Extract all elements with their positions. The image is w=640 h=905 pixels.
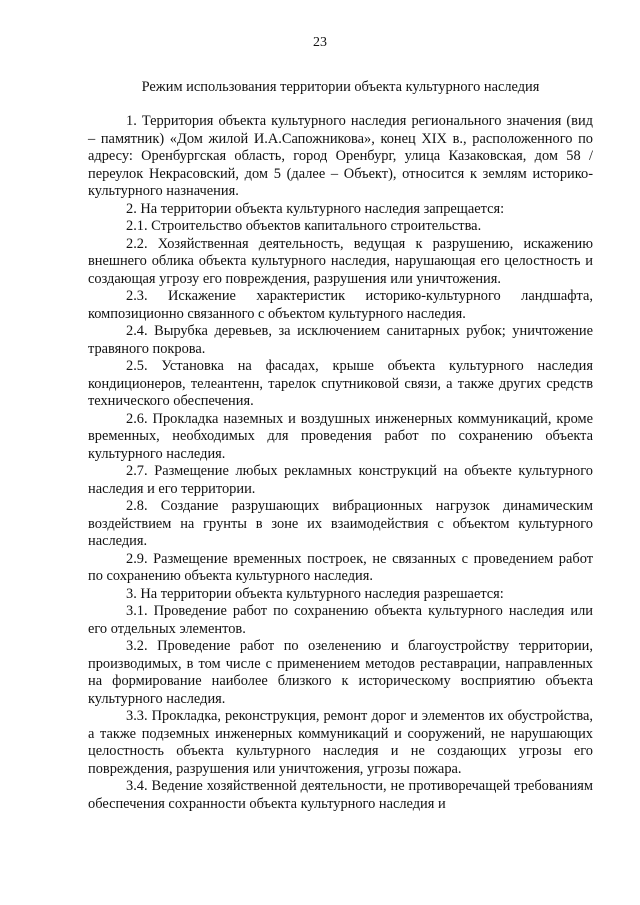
- paragraph-3-1: 3.1. Проведение работ по сохранению объекта культурного наследия или его отдельных элементов.: [88, 603, 593, 637]
- paragraph-2-4: 2.4. Вырубка деревьев, за исключением санитарных рубок; уничтожение травяного покрова.: [88, 323, 593, 357]
- paragraph-2-1: 2.1. Строительство объектов капитального строительства.: [126, 218, 482, 234]
- paragraph-2-6: 2.6. Прокладка наземных и воздушных инженерных коммуникаций, кроме временных, необходимых для проведения работ по сохранению объекта культурного наследия.: [88, 410, 593, 462]
- paragraph-1: 1. Территория объекта культурного наследия регионального значения (вид – памятник) «Дом жилой И.А.Сапожникова», конец XIX в., расположенного по адресу: Оренбургская область, город Оренбург, улица Казаковская, дом 58 / переулок Некрасовский, дом 5 (далее – Объект), относится к землям историко-культурного назначения.: [88, 113, 593, 199]
- paragraph-3-4: 3.4. Ведение хозяйственной деятельности, не противоречащей требованиям обеспечения сохранности объекта культурного наследия и: [88, 778, 593, 812]
- paragraph-3-3: 3.3. Прокладка, реконструкция, ремонт дорог и элементов их обустройства, а также подземных инженерных коммуникаций и сооружений, не нарушающих целостность объекта культурного наследия и не создающих угрозы его повреждения, разрушения или уничтожения, угрозы пожара.: [88, 708, 593, 777]
- document-title: Режим использования территории объекта культурного наследия: [141, 79, 540, 95]
- paragraph-3-2: 3.2. Проведение работ по озеленению и благоустройству территории, производимых, в том числе с применением методов реставрации, направленных на формирование наиболее близкого к историческому восприятию объекта культурного наследия.: [88, 638, 593, 707]
- paragraph-2-7: 2.7. Размещение любых рекламных конструкций на объекте культурного наследия и его территории.: [88, 463, 593, 497]
- paragraph-2-2: 2.2. Хозяйственная деятельность, ведущая к разрушению, искажению внешнего облика объекта культурного наследия, нарушающая его целостность и создающая угрозу его повреждения, разрушения или уничтожения.: [88, 235, 593, 287]
- paragraph-2-9: 2.9. Размещение временных построек, не связанных с проведением работ по сохранению объекта культурного наследия.: [88, 550, 593, 584]
- paragraph-2-3: 2.3. Искажение характеристик историко-культурного ландшафта, композиционно связанного с объектом культурного наследия.: [88, 288, 593, 322]
- paragraph-2: 2. На территории объекта культурного наследия запрещается:: [126, 200, 505, 217]
- document-body: [88, 113, 593, 813]
- paragraph-2-5: 2.5. Установка на фасадах, крыше объекта культурного наследия кондиционеров, телеантенн, тарелок спутниковой связи, а также других средств технического обеспечения.: [88, 358, 593, 409]
- paragraph-3: 3. На территории объекта культурного наследия разрешается:: [126, 585, 504, 602]
- page-number: 23: [313, 35, 327, 50]
- paragraph-2-8: 2.8. Создание разрушающих вибрационных нагрузок динамическим воздействием на грунты в зоне их взаимодействия с объектом культурного наследия.: [88, 498, 593, 549]
